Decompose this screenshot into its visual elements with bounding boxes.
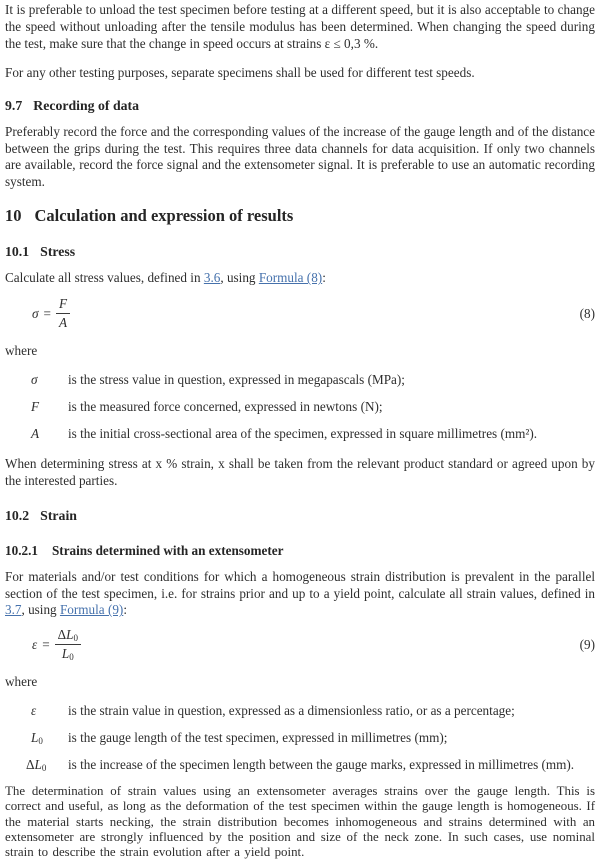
formula-8-expression <box>32 296 70 331</box>
section-title-10: Calculation and expression of results <box>34 206 294 226</box>
heading-10-2-1 <box>5 542 595 559</box>
formula-8-number: (8) <box>579 305 595 321</box>
definition-force-f <box>5 399 595 416</box>
symbol-a: A <box>31 425 40 441</box>
definition-text: is the stress value in question, expressed in megapascals (MPa); <box>68 372 405 388</box>
section-number-10-2-1: 10.2.1 <box>5 542 38 558</box>
definition-area-a <box>5 426 595 443</box>
paragraph-stress-closing: When determining stress at x % strain, x shall be taken from the relevant product standard or agreed upon by the interested parties. <box>5 455 595 488</box>
paragraph-other-purposes: For any other testing purposes, separate specimens shall be used for different test speeds. <box>5 64 475 80</box>
where-label-stress: where <box>5 343 38 359</box>
link-clause-3-6[interactable]: 3.6 <box>203 270 221 286</box>
fraction-f-over-a <box>56 296 70 331</box>
heading-9-7 <box>5 97 595 114</box>
definition-text: is the initial cross-sectional area of the specimen, expressed in square millimetres (mm²). <box>68 425 538 441</box>
equals-sign: = <box>42 636 50 652</box>
text-run: : <box>322 270 326 286</box>
formula-8 <box>5 296 595 331</box>
heading-10-1 <box>5 243 595 260</box>
definition-text: is the strain value in question, expressed as a dimensionless ratio, or as a percentage; <box>68 703 515 719</box>
text-run: : <box>123 602 127 618</box>
link-formula-8[interactable]: Formula (8) <box>258 270 323 286</box>
numerator-delta-l0: $\Delta L_0$ <box>55 627 81 645</box>
heading-10-2 <box>5 507 595 524</box>
link-formula-9[interactable]: Formula (9) <box>59 602 124 618</box>
definition-list-stress <box>5 372 595 443</box>
symbol-sigma: σ <box>31 372 38 388</box>
paragraph-unload-speed: It is preferable to unload the test specimen before testing at a different speed, but it is also acceptable to change the speed without unloading after the tensile modulus has been determined. When changing the speed during the test, make sure that the change in speed occurs at strains ε ≤ 0,3 %. <box>5 2 595 51</box>
denominator-a: A <box>58 315 68 331</box>
paragraph-recording-of-data: Preferably record the force and the corresponding values of the increase of the gauge length and of the distance between the grips during the test. This requires three data channels for data acquisition. If only two channels are available, record the force signal and the extensometer signal. It is preferable to use an automatic recording system. <box>5 123 595 190</box>
link-clause-3-7[interactable]: 3.7 <box>5 602 22 618</box>
section-title-9-7: Recording of data <box>33 97 140 113</box>
paragraph-stress-intro <box>5 270 595 287</box>
text-run: Calculate all stress values, defined in <box>5 270 204 286</box>
section-title-10-1: Stress <box>40 244 76 260</box>
symbol-sigma: σ <box>32 305 39 321</box>
where-label-strain: where <box>5 674 38 690</box>
section-number-10-1: 10.1 <box>5 244 30 260</box>
section-title-10-2: Strain <box>40 507 77 523</box>
paragraph-strain-intro <box>5 569 595 620</box>
definition-list-strain <box>5 703 595 774</box>
text-run: For materials and/or test conditions for which a homogeneous strain distribution is prevalent in the parallel section of the test specimen, i.e. for strains prior and up to a yield point, calculate all strain values, defined in <box>5 568 595 601</box>
formula-9-number: (9) <box>579 636 595 652</box>
symbol-epsilon: ε <box>32 636 38 652</box>
definition-delta-l0 <box>5 757 595 774</box>
definition-epsilon <box>5 703 595 720</box>
formula-9 <box>5 627 595 662</box>
symbol-f: F <box>31 398 40 414</box>
section-number-9-7: 9.7 <box>5 97 23 113</box>
text-run: , using <box>220 270 259 286</box>
formula-9-expression <box>32 627 81 662</box>
definition-gauge-length-l0 <box>5 730 595 747</box>
symbol-epsilon: ε <box>31 703 37 719</box>
equals-sign: = <box>43 305 51 321</box>
section-title-10-2-1: Strains determined with an extensometer <box>51 542 284 558</box>
heading-10 <box>5 206 595 226</box>
symbol-delta-l0: $\Delta L_0$ <box>26 757 47 774</box>
symbol-l0: $L_0$ <box>31 730 43 747</box>
text-run: , using <box>21 602 60 618</box>
definition-text: is the measured force concerned, expressed in newtons (N); <box>68 398 383 414</box>
denominator-l0: $L_0$ <box>61 646 74 663</box>
paragraph-strain-closing: The determination of strain values using an extensometer averages strains over the gauge length. This is correct and useful, as long as the deformation of the test specimen within the gauge length is homogeneous. If the material starts necking, the strain distribution becomes inhomogeneous and strains determined with an extensometer are strongly influenced by the position and size of the neck zone. In such cases, use nominal strain to describe the strain evolution after a yield point. <box>5 783 595 860</box>
definition-sigma <box>5 372 595 389</box>
definition-text: is the gauge length of the test specimen, expressed in millimetres (mm); <box>68 730 448 746</box>
fraction-delta-l0-over-l0 <box>55 627 81 662</box>
section-number-10: 10 <box>5 206 22 226</box>
section-number-10-2: 10.2 <box>5 507 30 523</box>
definition-text: is the increase of the specimen length between the gauge marks, expressed in millimetres (mm). <box>68 757 575 773</box>
numerator-f: F <box>56 296 70 314</box>
